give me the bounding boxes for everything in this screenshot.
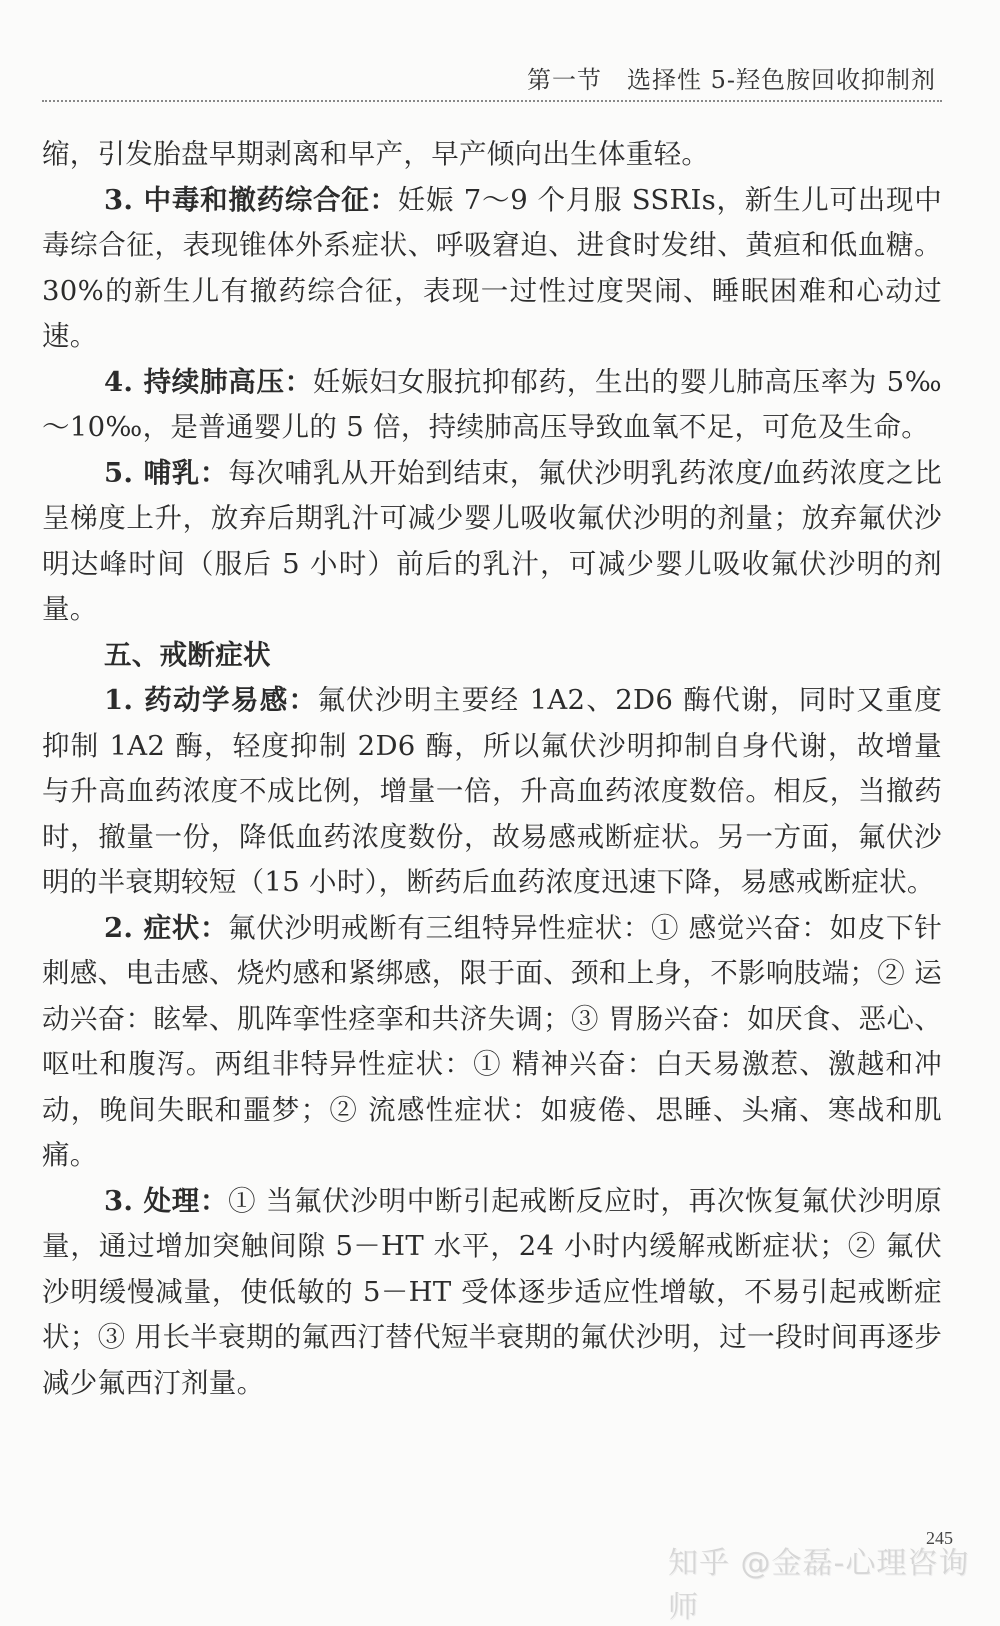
- paragraph-text: 妊娠 7～9 个月服 SSRIs，新生儿可出现中毒综合征，表现锥体外系症状、呼吸窘迫、进食时发绀、黄疸和低血糖。30%的新生儿有撤药综合征，表现一过性过度哭闹、睡眠困难和心动过速。: [42, 183, 942, 352]
- paragraph-management: [42, 1179, 942, 1407]
- paragraph-text: 妊娠妇女服抗抑郁药，生出的婴儿肺高压率为 5‰～10‰，是普通婴儿的 5 倍，持续肺高压导致血氧不足，可危及生命。: [42, 365, 942, 443]
- paragraph-text: 氟伏沙明主要经 1A2、2D6 酶代谢，同时又重度抑制 1A2 酶，轻度抑制 2D6 酶，所以氟伏沙明抑制自身代谢，故增量与升高血药浓度不成比例，增量一倍，升高血药浓度数倍。相反，当撤药时，撤量一份，降低血药浓度数份，故易感戒断症状。另一方面，氟伏沙明的半衰期较短（15 小时），断药后血药浓度迅速下降，易感戒断症状。: [42, 684, 943, 898]
- paragraph-pharmacokinetics: [42, 678, 942, 906]
- page-number: 245: [926, 1528, 953, 1548]
- paragraph-symptoms: [42, 906, 942, 1179]
- paragraph-pulmonary-hypertension: [42, 360, 942, 451]
- running-header: [42, 58, 942, 102]
- paragraph-lead: 1. 药动学易感：: [104, 684, 318, 716]
- paragraph-text: 氟伏沙明戒断有三组特异性症状：① 感觉兴奋：如皮下针刺感、电击感、烧灼感和紧绑感，限于面、颈和上身，不影响肢端；② 运动兴奋：眩晕、肌阵挛性痉挛和共济失调；③ 胃肠兴奋：如厌食、恶心、呕吐和腹泻。两组非特异性症状：① 精神兴奋：白天易激惹、激越和冲动，晚间失眠和噩梦；② 流感性症状：如疲倦、思睡、头痛、寒战和肌痛。: [42, 911, 942, 1171]
- paragraph-lead: 2. 症状：: [104, 911, 229, 944]
- paragraph-text: 缩，引发胎盘早期剥离和早产，早产倾向出生体重轻。: [42, 138, 710, 170]
- paragraph-lead: 3. 处理：: [104, 1184, 229, 1217]
- paragraph-breastfeeding: [42, 451, 942, 633]
- paragraph-toxicity-withdrawal: [42, 178, 942, 360]
- paragraph-lead: 3. 中毒和撤药综合征：: [104, 183, 398, 216]
- page-body: [42, 132, 942, 1406]
- paragraph-text: ① 当氟伏沙明中断引起戒断反应时，再次恢复氟伏沙明原量，通过增加突触间隙 5－HT 水平，24 小时内缓解戒断症状；② 氟伏沙明缓慢减量，使低敏的 5－HT 受体逐步适应性增敏，不易引起戒断症状；③ 用长半衰期的氟西汀替代短半衰期的氟伏沙明，过一段时间再逐步减少氟西汀剂量。: [42, 1184, 942, 1399]
- section-heading: 五、戒断症状: [104, 638, 271, 671]
- chapter-section-title: 第一节 选择性 5-羟色胺回收抑制剂: [526, 66, 936, 94]
- paragraph-text: 每次哺乳从开始到结束，氟伏沙明乳药浓度/血药浓度之比呈梯度上升，放弃后期乳汁可减少婴儿吸收氟伏沙明的剂量；放弃氟伏沙明达峰时间（服后 5 小时）前后的乳汁，可减少婴儿吸收氟伏沙明的剂量。: [42, 456, 942, 625]
- watermark: 知乎 @金磊-心理咨询师: [668, 1546, 970, 1625]
- paragraph-lead: 5. 哺乳：: [104, 456, 229, 489]
- paragraph-lead: 4. 持续肺高压：: [104, 365, 313, 398]
- paragraph-continuation: [42, 132, 942, 178]
